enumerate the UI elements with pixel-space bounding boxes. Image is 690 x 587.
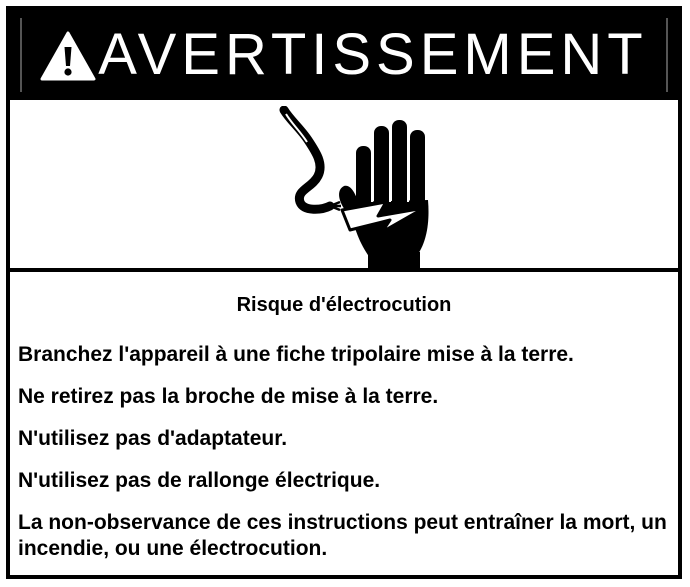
warning-header-inner xyxy=(20,18,668,92)
pictogram-panel xyxy=(10,100,678,272)
message-panel xyxy=(10,272,678,575)
instruction-3: N'utilisez pas d'adaptateur. xyxy=(18,427,288,450)
warning-triangle-icon xyxy=(40,30,96,82)
hazard-title: Risque d'électrocution xyxy=(236,294,452,316)
warning-header xyxy=(10,10,678,100)
instruction-4: N'utilisez pas de rallonge électrique. xyxy=(18,469,381,492)
warning-label xyxy=(6,6,682,579)
instruction-2: Ne retirez pas la broche de mise à la terre. xyxy=(18,385,439,408)
instruction-1: Branchez l'appareil à une fiche tripolaire mise à la terre. xyxy=(18,343,574,366)
electrical-shock-hand-icon xyxy=(278,106,438,268)
instruction-5: La non-observance de ces instructions peut entraîner la mort, un incendie, ou une électrocution. xyxy=(18,511,667,560)
warning-title: AVERTISSEMENT xyxy=(98,22,648,87)
